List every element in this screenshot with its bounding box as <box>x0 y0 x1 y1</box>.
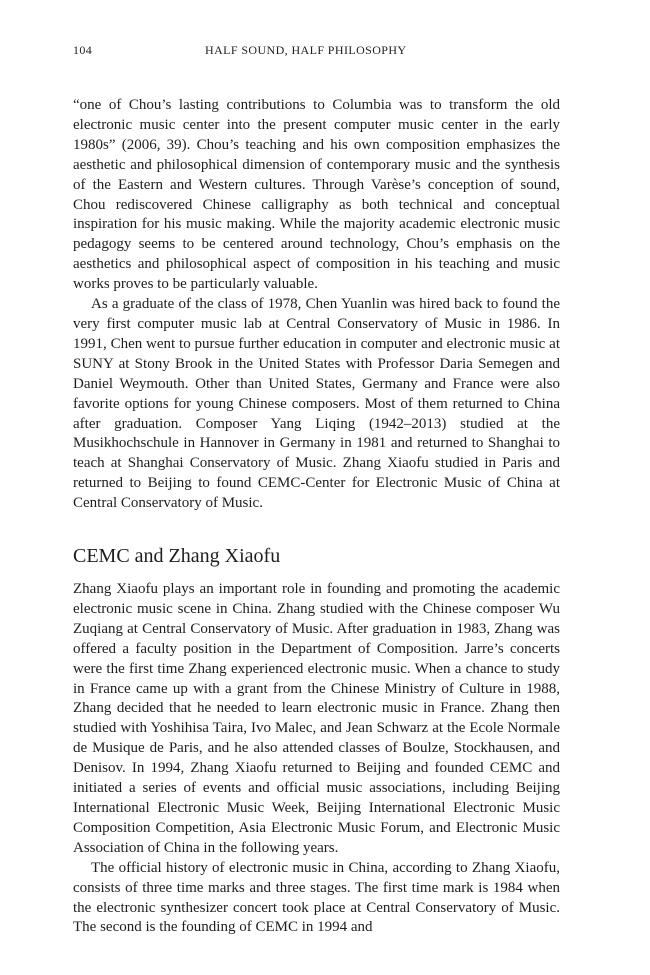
running-title: HALF SOUND, HALF PHILOSOPHY <box>205 43 407 57</box>
page-number: 104 <box>73 43 93 57</box>
paragraph-1: “one of Chou’s lasting contributions to Columbia was to transform the old electronic music center into the present computer music center in the early 1980s” (2006, 39). Chou’s teaching and his own composition emphasizes the aesthetic and philosophical dimension of contemporary music and the synthesis of the Eastern and Western cultures. Through Varèse’s conception of sound, Chou rediscovered Chinese calligraphy as both technical and conceptual inspiration for his music making. While the majority academic electronic music pedagogy seems to be centered around technology, Chou’s emphasis on the aesthetics and philosophical aspect of composition in his teaching and music works proves to be particularly valuable. <box>73 97 560 293</box>
paragraph-4: The official history of electronic music in China, according to Zhang Xiaofu, consists of three time marks and three stages. The first time mark is 1984 when the electronic synthesizer concert took place at Central Conservatory of Music. The second is the founding of CEMC in 1994 and <box>73 859 560 936</box>
running-head <box>73 43 560 59</box>
text-column <box>73 96 560 938</box>
paragraph-3: Zhang Xiaofu plays an important role in founding and promoting the academic electronic music scene in China. Zhang studied with the Chinese composer Wu Zuqiang at Central Conservatory of Music. After graduation in 1983, Zhang was offered a faculty position in the Department of Composition. Jarre’s concerts were the first time Zhang experienced electronic music. When a chance to study in France came up with a grant from the Chinese Ministry of Culture in 1988, Zhang decided that he needed to learn electronic music in France. Zhang then studied with Yoshihisa Taira, Ivo Malec, and Jean Schwarz at the Ecole Normale de Musique de Paris, and he also attended classes of Boulze, Stockhausen, and Denisov. In 1994, Zhang Xiaofu returned to Beijing and founded CEMC and initiated a series of events and official music associations, including Beijing International Electronic Music Week, Beijing International Electronic Music Composition Competition, Asia Electronic Music Forum, and Electronic Music Association of China in the following years. <box>73 581 560 856</box>
paragraph-2: As a graduate of the class of 1978, Chen Yuanlin was hired back to found the very first computer music lab at Central Conservatory of Music in 1986. In 1991, Chen went to pursue further education in computer and electronic music at SUNY at Stony Brook in the United States with Professor Daria Semegen and Daniel Weymouth. Other than United States, Germany and France were also favorite options for young Chinese composers. Most of them returned to China after graduation. Composer Yang Liqing (1942–2013) studied at the Musikhochschule in Hannover in Germany in 1981 and returned to Shanghai to teach at Shanghai Conservatory of Music. Zhang Xiaofu studied in Paris and returned to Beijing to found CEMC-Center for Electronic Music of China at Central Conservatory of Music. <box>73 296 560 512</box>
section-heading: CEMC and Zhang Xiaofu <box>73 545 281 568</box>
